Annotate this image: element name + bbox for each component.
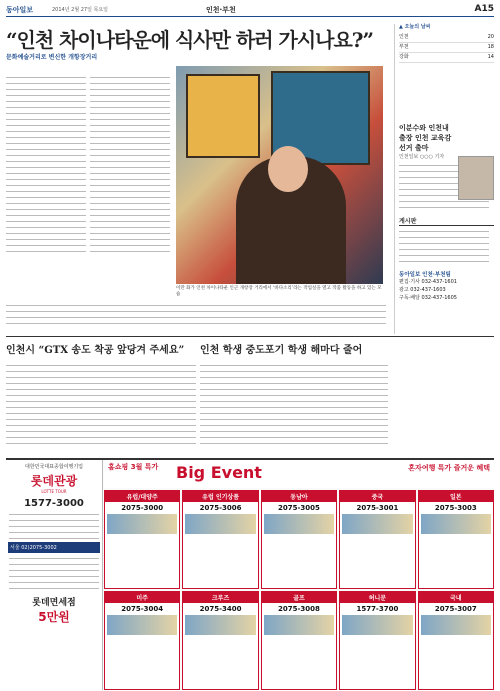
- ad-grid: [104, 490, 494, 690]
- photo-caption: 이만 화가 인천 차이나타운 인근 개항장 거리에서 ‘바다소리’라는 작업실을 열고 작품 활동을 하고 있는 모습: [176, 286, 382, 297]
- weather-city: 강화: [399, 53, 456, 63]
- ad-fineprint: [6, 514, 102, 539]
- painting-left: [186, 74, 260, 158]
- ad-cell-phone: 2075-3004: [121, 605, 164, 613]
- article-photo: [176, 66, 383, 284]
- ad-badge: 홈쇼핑 3월 특가: [108, 463, 159, 471]
- contact-list: [399, 278, 494, 302]
- ad-cell-phone: 1577-3700: [356, 605, 399, 613]
- contact-phone: 032-437-1601: [421, 279, 457, 285]
- ad-cell-title: 국내: [419, 592, 493, 603]
- ad-cell-title: 크루즈: [183, 592, 257, 603]
- ad-cell-phone: 2075-3000: [121, 504, 164, 512]
- masthead: [6, 4, 494, 17]
- ad-cell[interactable]: [182, 591, 258, 690]
- ad-cell-image: [421, 615, 491, 635]
- ad-cell-title: 골프: [262, 592, 336, 603]
- weather-temp: 20: [456, 33, 494, 43]
- ad-big-event: Big Event: [176, 463, 262, 482]
- ad-cell[interactable]: [339, 591, 415, 690]
- ad-brand: 롯데관광: [30, 474, 78, 488]
- ad-cell-image: [264, 615, 334, 635]
- contact-label: 편집·기사: [399, 279, 420, 285]
- ad-blue-block: 서울 02)2075-3002: [8, 542, 100, 553]
- page-number: A15: [474, 4, 494, 14]
- ad-cell-phone: 2075-3008: [278, 605, 320, 613]
- contact-phone: 032-437-1603: [410, 287, 446, 293]
- weather-title: ▲ 오늘의 날씨: [399, 24, 431, 30]
- ad-cell-image: [107, 615, 177, 635]
- subhead-students: 인천 학생 중도포기 학생 해마다 줄어: [200, 345, 363, 356]
- columnist-photo: [458, 156, 494, 200]
- ad-cell[interactable]: [104, 591, 180, 690]
- lead-kicker: [6, 54, 196, 61]
- list-item: [399, 286, 494, 294]
- lotte-tour-ad[interactable]: [6, 460, 103, 690]
- ad-fineprint-2: [6, 558, 102, 589]
- ad-cell-image: [421, 514, 491, 534]
- article-column-2: [90, 72, 170, 282]
- ad-phone: 1577-3000: [24, 498, 84, 509]
- masthead-logo: 동아일보: [6, 6, 34, 14]
- ad-cell[interactable]: [104, 490, 180, 589]
- table-row: [399, 33, 494, 43]
- ad-cell-image: [342, 615, 412, 635]
- ad-cell[interactable]: [339, 490, 415, 589]
- ad-cell-image: [342, 514, 412, 534]
- advertisement-area: [6, 458, 494, 690]
- painter-face: [268, 146, 308, 192]
- ad-cell-phone: 2075-3400: [199, 605, 242, 613]
- table-row: [399, 43, 494, 53]
- ad-cell[interactable]: [261, 490, 337, 589]
- article-gtx-body: [6, 360, 196, 454]
- ad-cell-image: [185, 514, 255, 534]
- ad-cell-title: 미주: [105, 592, 179, 603]
- list-item: [399, 294, 494, 302]
- ad-banner-right: 혼자여행 특가 즐거운 혜택: [408, 464, 490, 472]
- ad-cell-image: [107, 514, 177, 534]
- weather-city: 부천: [399, 43, 456, 53]
- lead-kicker-text: 문화예술거리로 변신한 개항장거리: [6, 54, 98, 61]
- weather-city: 인천: [399, 33, 456, 43]
- ad-cell-title: 중국: [340, 491, 414, 502]
- ad-cell-phone: 2075-3007: [434, 605, 477, 613]
- notice-body: [399, 231, 489, 262]
- subhead-gtx: 인천시 “GTX 송도 착공 앞당겨 주세요”: [6, 345, 185, 356]
- column-title: 이분수와 인천내 출장 인천 교육감선거 출마: [399, 123, 452, 152]
- ad-cell-title: 일본: [419, 491, 493, 502]
- column-author: 인천일보 ○○○ 기자: [399, 154, 445, 160]
- ad-cell-phone: 2075-3006: [199, 504, 242, 512]
- table-row: [399, 53, 494, 63]
- ad-cell-phone: 2075-3001: [356, 504, 399, 512]
- ad-bottom-label: 롯데면세점: [32, 598, 76, 608]
- ad-cell[interactable]: [182, 490, 258, 589]
- ad-cell-title: 동남아: [262, 491, 336, 502]
- weather-temp: 18: [456, 43, 494, 53]
- contact-phone: 032-437-1605: [421, 295, 457, 301]
- ad-banner: [104, 460, 494, 488]
- big-event-ad[interactable]: [104, 460, 494, 690]
- ad-bottom-amount: 5만원: [38, 610, 70, 624]
- ad-cell-image: [185, 615, 255, 635]
- contact-label: 구독·배달: [399, 295, 420, 301]
- section-divider: [6, 336, 494, 337]
- weather-temp: 14: [456, 53, 494, 63]
- ad-cell-image: [264, 514, 334, 534]
- ad-cell[interactable]: [418, 591, 494, 690]
- main-headline: “인천 차이나타운에 식사만 하러 가시나요?”: [6, 28, 374, 52]
- ad-cell[interactable]: [261, 591, 337, 690]
- article-students-body: [200, 360, 388, 454]
- masthead-section: 인천·부천: [206, 6, 236, 14]
- list-item: [399, 278, 494, 286]
- article-column-1: [6, 72, 86, 282]
- contact-label: 광고: [399, 287, 409, 293]
- ad-cell-title: 허니문: [340, 592, 414, 603]
- weather-box: [399, 24, 494, 63]
- masthead-date: 2014년 2월 27일 목요일: [52, 7, 109, 13]
- article-body-lower: [6, 300, 386, 328]
- ad-cell[interactable]: [418, 490, 494, 589]
- ad-cell-title: 유럽 인기상품: [183, 491, 257, 502]
- ad-brand-en: LOTTE TOUR: [41, 489, 67, 494]
- notice-title: 게시판: [399, 216, 494, 226]
- contact-title: 동아일보 인천·부천팀: [399, 272, 451, 278]
- ad-cell-phone: 2075-3003: [434, 504, 477, 512]
- ad-cell-title: 유럽/대양주: [105, 491, 179, 502]
- ad-cell-phone: 2075-3005: [278, 504, 320, 512]
- ad-tagline: 대한민국대표종합여행기업: [25, 464, 83, 470]
- weather-table: [399, 33, 494, 63]
